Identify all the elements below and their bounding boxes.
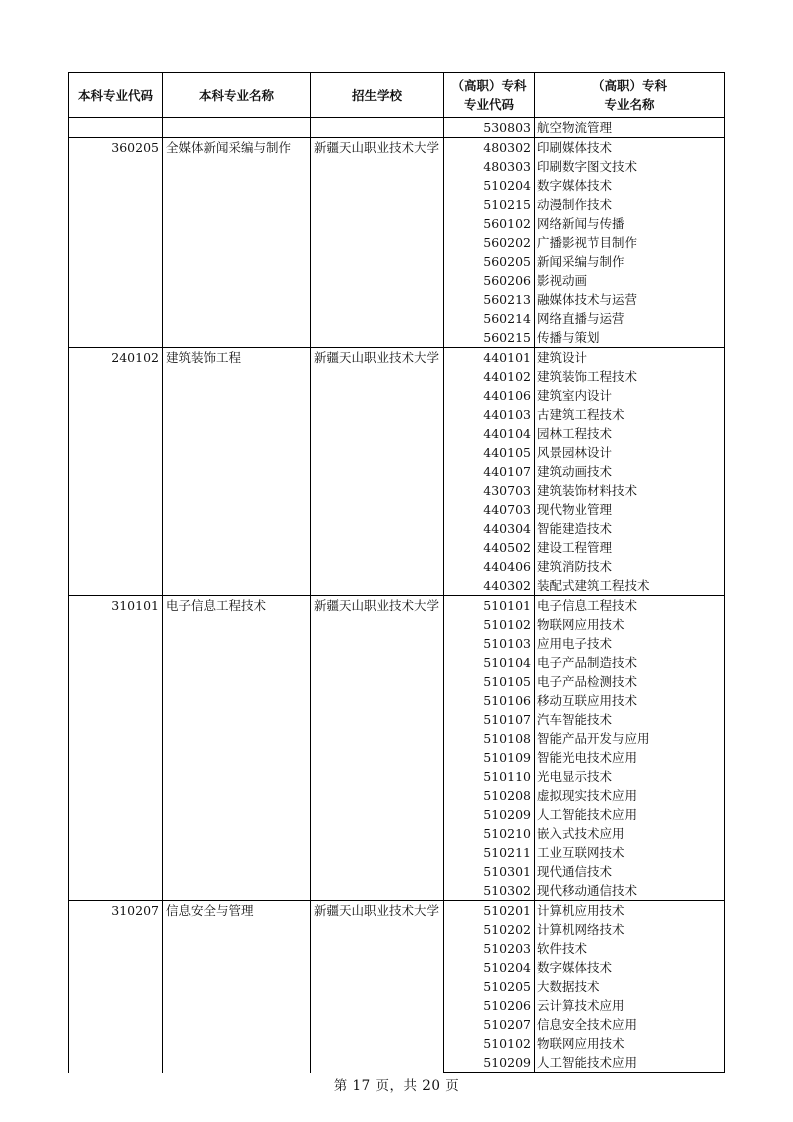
undergrad-code-cell: 240102 [69, 348, 163, 596]
vocational-name-cell: 计算机网络技术 [535, 920, 725, 939]
vocational-name-cell: 建筑装饰工程技术 [535, 367, 725, 386]
vocational-code-cell: 510105 [444, 672, 535, 691]
vocational-code-cell: 560206 [444, 271, 535, 290]
vocational-code-cell: 560215 [444, 328, 535, 348]
vocational-name-cell: 智能建造技术 [535, 519, 725, 538]
vocational-code-cell: 510209 [444, 1053, 535, 1073]
vocational-code-cell: 510102 [444, 1034, 535, 1053]
vocational-name-cell: 印刷数字图文技术 [535, 157, 725, 176]
vocational-code-cell: 440103 [444, 405, 535, 424]
vocational-code-cell: 510107 [444, 710, 535, 729]
vocational-code-cell: 510103 [444, 634, 535, 653]
vocational-code-cell: 510110 [444, 767, 535, 786]
vocational-name-cell: 建筑装饰材料技术 [535, 481, 725, 500]
header-vocational-code-line-2: 专业代码 [463, 97, 514, 112]
header-vocational-code-line-1: （高职）专科 [451, 78, 527, 93]
program-mapping-sheet [68, 72, 724, 1070]
vocational-code-cell: 560202 [444, 233, 535, 252]
vocational-code-cell: 510211 [444, 843, 535, 862]
vocational-name-cell: 电子信息工程技术 [535, 596, 725, 616]
vocational-name-cell: 物联网应用技术 [535, 615, 725, 634]
vocational-code-cell: 510204 [444, 958, 535, 977]
vocational-name-cell: 汽车智能技术 [535, 710, 725, 729]
vocational-name-cell: 建筑室内设计 [535, 386, 725, 405]
vocational-code-cell: 440304 [444, 519, 535, 538]
vocational-name-cell: 新闻采编与制作 [535, 252, 725, 271]
vocational-name-cell: 建筑消防技术 [535, 557, 725, 576]
vocational-name-cell: 建筑动画技术 [535, 462, 725, 481]
vocational-code-cell: 530803 [444, 118, 535, 138]
vocational-name-cell: 装配式建筑工程技术 [535, 576, 725, 596]
vocational-code-cell: 510301 [444, 862, 535, 881]
program-mapping-table [68, 72, 725, 1073]
vocational-name-cell: 风景园林设计 [535, 443, 725, 462]
vocational-name-cell: 网络直播与运营 [535, 309, 725, 328]
vocational-code-cell: 510108 [444, 729, 535, 748]
table-row [69, 901, 725, 921]
vocational-name-cell: 航空物流管理 [535, 118, 725, 138]
vocational-code-cell: 440302 [444, 576, 535, 596]
vocational-code-cell: 510210 [444, 824, 535, 843]
vocational-name-cell: 古建筑工程技术 [535, 405, 725, 424]
vocational-name-cell: 信息安全技术应用 [535, 1015, 725, 1034]
vocational-name-cell: 嵌入式技术应用 [535, 824, 725, 843]
vocational-code-cell: 560214 [444, 309, 535, 328]
vocational-code-cell: 510206 [444, 996, 535, 1015]
vocational-name-cell: 影视动画 [535, 271, 725, 290]
vocational-code-cell: 510208 [444, 786, 535, 805]
vocational-name-cell: 现代物业管理 [535, 500, 725, 519]
vocational-code-cell: 440104 [444, 424, 535, 443]
vocational-code-cell: 440102 [444, 367, 535, 386]
vocational-name-cell: 动漫制作技术 [535, 195, 725, 214]
vocational-name-cell: 融媒体技术与运营 [535, 290, 725, 309]
page-footer: 第 17 页，共 20 页 [333, 1078, 460, 1094]
vocational-code-cell: 510204 [444, 176, 535, 195]
vocational-name-cell: 人工智能技术应用 [535, 805, 725, 824]
table-row [69, 596, 725, 616]
vocational-name-cell: 网络新闻与传播 [535, 214, 725, 233]
vocational-code-cell: 510203 [444, 939, 535, 958]
header-undergrad-name: 本科专业名称 [163, 73, 311, 118]
school-cell: 新疆天山职业技术大学 [311, 348, 444, 596]
vocational-name-cell: 现代通信技术 [535, 862, 725, 881]
undergrad-name-cell: 电子信息工程技术 [163, 596, 311, 901]
school-cell [311, 118, 444, 138]
school-cell: 新疆天山职业技术大学 [311, 596, 444, 901]
vocational-code-cell: 510302 [444, 881, 535, 901]
undergrad-name-cell: 全媒体新闻采编与制作 [163, 138, 311, 348]
table-row [69, 138, 725, 158]
undergrad-code-cell: 310207 [69, 901, 163, 1073]
vocational-code-cell: 440101 [444, 348, 535, 368]
vocational-name-cell: 数字媒体技术 [535, 176, 725, 195]
vocational-name-cell: 广播影视节目制作 [535, 233, 725, 252]
vocational-code-cell: 510104 [444, 653, 535, 672]
vocational-code-cell: 510215 [444, 195, 535, 214]
vocational-name-cell: 现代移动通信技术 [535, 881, 725, 901]
vocational-code-cell: 510101 [444, 596, 535, 616]
vocational-code-cell: 440106 [444, 386, 535, 405]
vocational-name-cell: 大数据技术 [535, 977, 725, 996]
vocational-code-cell: 510102 [444, 615, 535, 634]
vocational-code-cell: 510106 [444, 691, 535, 710]
vocational-code-cell: 480303 [444, 157, 535, 176]
header-vocational-code [444, 73, 535, 118]
undergrad-code-cell [69, 118, 163, 138]
vocational-name-cell: 印刷媒体技术 [535, 138, 725, 158]
undergrad-code-cell: 310101 [69, 596, 163, 901]
vocational-name-cell: 虚拟现实技术应用 [535, 786, 725, 805]
table-body [69, 118, 725, 1073]
vocational-name-cell: 电子产品检测技术 [535, 672, 725, 691]
undergrad-name-cell: 建筑装饰工程 [163, 348, 311, 596]
vocational-name-cell: 智能光电技术应用 [535, 748, 725, 767]
vocational-code-cell: 440703 [444, 500, 535, 519]
header-undergrad-code: 本科专业代码 [69, 73, 163, 118]
vocational-code-cell: 510201 [444, 901, 535, 921]
vocational-name-cell: 传播与策划 [535, 328, 725, 348]
vocational-name-cell: 工业互联网技术 [535, 843, 725, 862]
vocational-code-cell: 560213 [444, 290, 535, 309]
vocational-name-cell: 建设工程管理 [535, 538, 725, 557]
vocational-code-cell: 560102 [444, 214, 535, 233]
vocational-name-cell: 软件技术 [535, 939, 725, 958]
vocational-code-cell: 440105 [444, 443, 535, 462]
school-cell: 新疆天山职业技术大学 [311, 138, 444, 348]
table-header-row [69, 73, 725, 118]
vocational-name-cell: 云计算技术应用 [535, 996, 725, 1015]
vocational-name-cell: 建筑设计 [535, 348, 725, 368]
vocational-code-cell: 440107 [444, 462, 535, 481]
vocational-code-cell: 430703 [444, 481, 535, 500]
undergrad-name-cell [163, 118, 311, 138]
vocational-name-cell: 移动互联应用技术 [535, 691, 725, 710]
vocational-name-cell: 园林工程技术 [535, 424, 725, 443]
vocational-name-cell: 物联网应用技术 [535, 1034, 725, 1053]
vocational-code-cell: 440406 [444, 557, 535, 576]
undergrad-code-cell: 360205 [69, 138, 163, 348]
vocational-name-cell: 电子产品制造技术 [535, 653, 725, 672]
vocational-name-cell: 计算机应用技术 [535, 901, 725, 921]
table-row [69, 348, 725, 368]
vocational-name-cell: 数字媒体技术 [535, 958, 725, 977]
vocational-code-cell: 510109 [444, 748, 535, 767]
vocational-code-cell: 510207 [444, 1015, 535, 1034]
vocational-code-cell: 480302 [444, 138, 535, 158]
header-vocational-name-line-1: （高职）专科 [591, 78, 667, 93]
school-cell: 新疆天山职业技术大学 [311, 901, 444, 1073]
undergrad-name-cell: 信息安全与管理 [163, 901, 311, 1073]
vocational-code-cell: 510205 [444, 977, 535, 996]
vocational-code-cell: 440502 [444, 538, 535, 557]
vocational-code-cell: 510202 [444, 920, 535, 939]
vocational-name-cell: 应用电子技术 [535, 634, 725, 653]
header-vocational-name [535, 73, 725, 118]
table-row [69, 118, 725, 138]
vocational-code-cell: 560205 [444, 252, 535, 271]
header-school: 招生学校 [311, 73, 444, 118]
vocational-name-cell: 智能产品开发与应用 [535, 729, 725, 748]
vocational-name-cell: 人工智能技术应用 [535, 1053, 725, 1073]
header-vocational-name-line-2: 专业名称 [604, 97, 655, 112]
vocational-name-cell: 光电显示技术 [535, 767, 725, 786]
vocational-code-cell: 510209 [444, 805, 535, 824]
